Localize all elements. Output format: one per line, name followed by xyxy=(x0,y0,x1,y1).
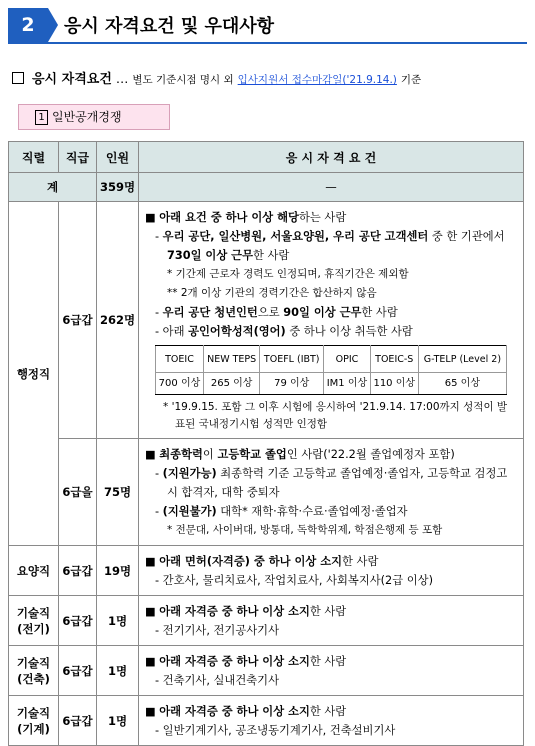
square-bullet-icon xyxy=(12,72,24,84)
total-requirement: — xyxy=(139,173,524,202)
series-cell: 기술직 (건축) xyxy=(9,646,59,696)
requirement-cell xyxy=(139,546,524,596)
req-item: - 우리 공단, 일산병원, 서울요양원, 우리 공단 고객센터 중 한 기관에서 730일 이상 근무한 사람 xyxy=(155,230,505,262)
req-item: - 일반기계기사, 공조냉동기계기사, 건축설비기사 xyxy=(155,724,396,737)
table-row xyxy=(9,546,524,596)
header-grade: 직급 xyxy=(59,142,97,173)
section-header xyxy=(8,8,527,42)
requirements-table xyxy=(8,141,524,746)
table-row xyxy=(9,202,524,439)
grade-cell: 6급갑 xyxy=(59,696,97,746)
req-main: ■ 아래 면허(자격증) 중 하나 이상 소지한 사람 xyxy=(145,555,379,568)
language-score-table xyxy=(155,345,507,395)
req-item: - (지원가능) 최종학력 기준 고등학교 졸업예정·졸업자, 고등학교 검정고시 합격자, 대학 중퇴자 xyxy=(155,467,508,499)
header-series: 직렬 xyxy=(9,142,59,173)
count-cell: 1명 xyxy=(97,596,139,646)
section-title: 응시 자격요건 및 우대사항 xyxy=(64,16,275,37)
requirement-cell xyxy=(139,696,524,746)
category-tag xyxy=(18,104,170,130)
req-main: ■ 아래 자격증 중 하나 이상 소지한 사람 xyxy=(145,605,347,618)
lang-value: 79 이상 xyxy=(260,373,324,395)
total-label: 계 xyxy=(9,173,97,202)
section-number: 2 xyxy=(8,8,48,42)
total-row xyxy=(9,173,524,202)
requirement-cell xyxy=(139,439,524,546)
header-requirement: 응 시 자 격 요 건 xyxy=(139,142,524,173)
req-note: * 기간제 근로자 경력도 인정되며, 휴직기간은 제외함 xyxy=(167,268,409,280)
lang-value: 265 이상 xyxy=(203,373,259,395)
lang-value: 700 이상 xyxy=(156,373,204,395)
lang-header: TOEIC xyxy=(156,346,204,373)
grade-cell: 6급갑 xyxy=(59,202,97,439)
lang-value: IM1 이상 xyxy=(324,373,371,395)
req-main: ■ 최종학력이 고등학교 졸업인 사람('22.2월 졸업예정자 포함) xyxy=(145,448,455,461)
req-main: ■ 아래 자격증 중 하나 이상 소지한 사람 xyxy=(145,655,347,668)
subheading-note-suffix: 기준 xyxy=(400,74,422,86)
table-header-row xyxy=(9,142,524,173)
count-cell: 262명 xyxy=(97,202,139,439)
req-item: - 우리 공단 청년인턴으로 90일 이상 근무한 사람 xyxy=(155,306,398,319)
lang-header: TOEFL (IBT) xyxy=(260,346,324,373)
requirement-cell xyxy=(139,596,524,646)
lang-header: NEW TEPS xyxy=(203,346,259,373)
tag-label: 일반공개경쟁 xyxy=(52,110,122,124)
req-note: * '19.9.15. 포함 그 이후 시험에 응시하여 '21.9.14. 17:00까지 성적이 발표된 국내정기시험 성적만 인정함 xyxy=(163,401,508,430)
series-cell: 기술직 (기계) xyxy=(9,696,59,746)
tag-number: 1 xyxy=(35,110,48,125)
requirement-cell xyxy=(139,646,524,696)
subheading-note-prefix: 별도 기준시점 명시 외 xyxy=(132,74,234,86)
series-cell: 행정직 xyxy=(9,202,59,546)
count-cell: 19명 xyxy=(97,546,139,596)
subheading-ellipsis: … xyxy=(115,71,129,86)
req-note: ** 2개 이상 기관의 경력기간은 합산하지 않음 xyxy=(167,287,377,299)
series-cell: 기술직 (전기) xyxy=(9,596,59,646)
req-item: - 간호사, 물리치료사, 작업치료사, 사회복지사(2급 이상) xyxy=(155,574,433,587)
lang-header: OPIC xyxy=(324,346,371,373)
section-underline xyxy=(8,42,527,44)
req-item: - 아래 공인어학성적(영어) 중 하나 이상 취득한 사람 xyxy=(155,325,413,338)
req-item: - 건축기사, 실내건축기사 xyxy=(155,674,279,687)
count-cell: 75명 xyxy=(97,439,139,546)
grade-cell: 6급갑 xyxy=(59,546,97,596)
grade-cell: 6급갑 xyxy=(59,646,97,696)
req-main: ■ 아래 요건 중 하나 이상 해당하는 사람 xyxy=(145,211,347,224)
table-row xyxy=(9,646,524,696)
requirement-cell xyxy=(139,202,524,439)
count-cell: 1명 xyxy=(97,696,139,746)
grade-cell: 6급갑 xyxy=(59,596,97,646)
lang-value: 110 이상 xyxy=(370,373,418,395)
subheading-title: 응시 자격요건 xyxy=(32,72,112,87)
series-cell: 요양직 xyxy=(9,546,59,596)
table-row xyxy=(9,696,524,746)
lang-value: 65 이상 xyxy=(418,373,506,395)
header-count: 인원 xyxy=(97,142,139,173)
lang-header: TOEIC-S xyxy=(370,346,418,373)
req-note: * 전문대, 사이버대, 방통대, 독학학위제, 학점은행제 등 포함 xyxy=(167,524,443,536)
subheading xyxy=(12,68,421,87)
table-row xyxy=(9,596,524,646)
language-header-row xyxy=(156,346,507,373)
count-cell: 1명 xyxy=(97,646,139,696)
req-item: - (지원불가) 대학* 재학·휴학·수료·졸업예정·졸업자 xyxy=(155,505,408,518)
table-row xyxy=(9,439,524,546)
language-value-row xyxy=(156,373,507,395)
total-count: 359명 xyxy=(97,173,139,202)
req-item: - 전기기사, 전기공사기사 xyxy=(155,624,279,637)
lang-header: G-TELP (Level 2) xyxy=(418,346,506,373)
req-main: ■ 아래 자격증 중 하나 이상 소지한 사람 xyxy=(145,705,347,718)
deadline-link[interactable]: 입사지원서 접수마감일('21.9.14.) xyxy=(237,74,397,86)
grade-cell: 6급을 xyxy=(59,439,97,546)
